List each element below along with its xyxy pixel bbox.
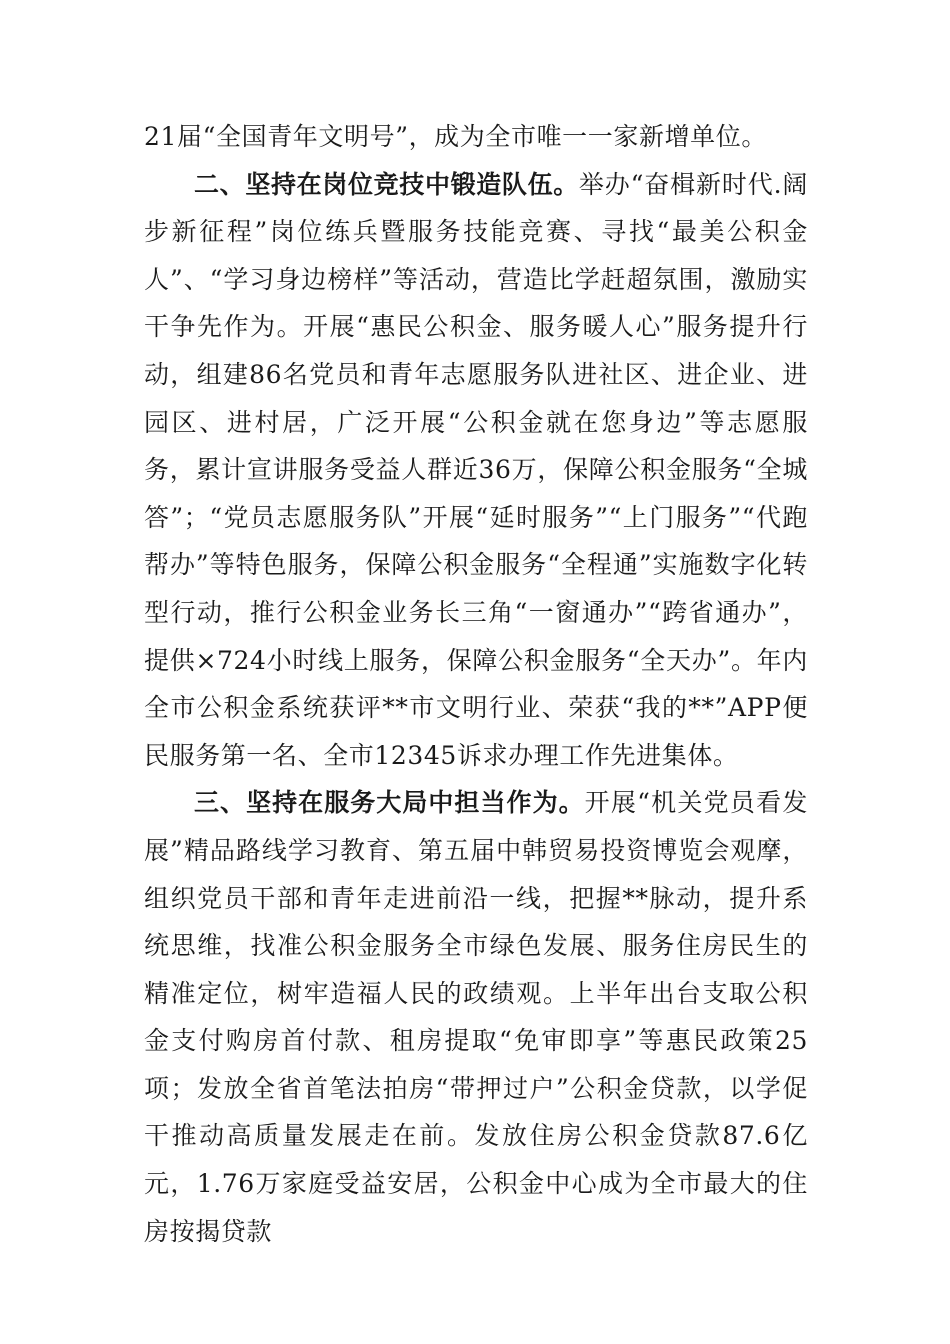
section-three-text: 开展“机关党员看发展”精品路线学习教育、第五届中韩贸易投资博览会观摩，组织党员干部和青年走进前沿一线，把握**脉动，提升系统思维，找准公积金服务全市绿色发展、服务住房民生的精准定位，树牢造福人民的政绩观。上半年出台支取公积金支付购房首付款、租房提取“免审即享”等惠民政策25项；发放全省首笔法拍房“带押过户”公积金贷款，以学促干推动高质量发展走在前。发放住房公积金贷款87.6亿元，1.76万家庭受益安居，公积金中心成为全市最大的住房按揭贷款 [144, 788, 808, 1246]
paragraph-section-three [144, 779, 808, 1255]
paragraph-section-two [144, 161, 808, 780]
section-two-heading: 二、坚持在岗位竞技中锻造队伍。 [194, 169, 579, 199]
paragraph-continuation [144, 113, 808, 161]
document-body [144, 113, 808, 1255]
section-three-heading: 三、坚持在服务大局中担当作为。 [194, 788, 585, 818]
section-two-text: 举办“奋楫新时代.阔步新征程”岗位练兵暨服务技能竞赛、寻找“最美公积金人”、“学习身边榜样”等活动，营造比学赶超氛围，激励实干争先作为。开展“惠民公积金、服务暖人心”服务提升行动，组建86名党员和青年志愿服务队进社区、进企业、进园区、进村居，广泛开展“公积金就在您身边”等志愿服务，累计宣讲服务受益人群近36万，保障公积金服务“全城答”；“党员志愿服务队”开展“延时服务”“上门服务”“代跑帮办”等特色服务，保障公积金服务“全程通”实施数字化转型行动，推行公积金业务长三角“一窗通办”“跨省通办”，提供×724小时线上服务，保障公积金服务“全天办”。年内全市公积金系统获评**市文明行业、荣获“我的**”APP便民服务第一名、全市12345诉求办理工作先进集体。 [144, 169, 808, 770]
paragraph-text: 21届“全国青年文明号”，成为全市唯一一家新增单位。 [144, 122, 767, 151]
